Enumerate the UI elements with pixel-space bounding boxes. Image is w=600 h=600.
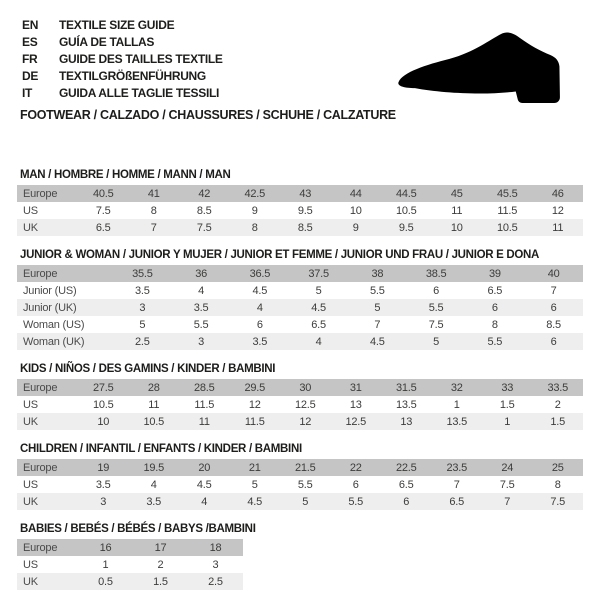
size-cell: 1.5 xyxy=(499,398,515,411)
size-cell: 4.5 xyxy=(196,478,212,491)
size-cell: 12.5 xyxy=(345,415,367,428)
size-cell: 19.5 xyxy=(143,461,165,474)
size-section xyxy=(17,249,583,350)
size-cell: 1.5 xyxy=(153,575,168,588)
size-cell: 2 xyxy=(554,398,561,411)
table-row xyxy=(17,539,243,556)
size-cell: 7.5 xyxy=(499,478,515,491)
size-cell: 37.5 xyxy=(308,267,329,280)
size-cell: 4.5 xyxy=(247,495,263,508)
table-row xyxy=(17,282,583,299)
size-cell: 3 xyxy=(212,558,219,571)
size-section xyxy=(17,523,583,590)
size-cell: 6.5 xyxy=(487,284,503,297)
size-cell: 8.5 xyxy=(546,318,561,331)
size-cell: 2.5 xyxy=(135,335,150,348)
table-row xyxy=(17,573,243,590)
table-row xyxy=(17,379,583,396)
size-cell: 10.5 xyxy=(143,415,165,428)
row-label-cell: Junior (UK) xyxy=(23,301,77,314)
size-cell: 6 xyxy=(352,478,359,491)
size-cell: 9.5 xyxy=(398,221,414,234)
size-cell: 7 xyxy=(453,478,460,491)
size-cell: 0.5 xyxy=(98,575,113,588)
size-cell: 13 xyxy=(349,398,362,411)
size-cell: 6 xyxy=(256,318,263,331)
size-cell: 38 xyxy=(371,267,384,280)
size-cell: 5 xyxy=(315,284,322,297)
size-cell: 3 xyxy=(198,335,205,348)
language-code: DE xyxy=(22,68,39,83)
size-cell: 1 xyxy=(453,398,460,411)
size-cell: 39 xyxy=(488,267,501,280)
size-cell: 2 xyxy=(157,558,164,571)
size-cell: 22.5 xyxy=(395,461,417,474)
size-cell: 38.5 xyxy=(425,267,447,280)
size-cell: 11 xyxy=(198,415,210,428)
size-cell: 6.5 xyxy=(95,221,111,234)
row-label-cell: Europe xyxy=(23,381,58,394)
size-cell: 5.5 xyxy=(193,318,209,331)
size-cell: 31 xyxy=(349,381,362,394)
size-cell: 7 xyxy=(504,495,511,508)
size-cell: 1 xyxy=(102,558,109,571)
category-line: FOOTWEAR / CALZADO / CHAUSSURES / SCHUHE / CALZATURE xyxy=(20,108,396,122)
size-cell: 12 xyxy=(299,415,312,428)
table-row xyxy=(17,476,583,493)
dress-shoe-icon xyxy=(390,28,582,105)
size-cell: 36 xyxy=(195,267,208,280)
row-label-cell: Woman (UK) xyxy=(23,335,85,348)
table-row xyxy=(17,413,583,430)
size-cell: 40.5 xyxy=(92,187,114,200)
language-code: FR xyxy=(22,51,38,66)
size-cell: 5 xyxy=(139,318,146,331)
size-cell: 3 xyxy=(100,495,107,508)
size-cell: 4 xyxy=(150,478,157,491)
size-cell: 11.5 xyxy=(244,415,265,428)
size-cell: 43 xyxy=(299,187,312,200)
size-cell: 5 xyxy=(374,301,381,314)
size-table xyxy=(17,265,583,350)
row-label-cell: Europe xyxy=(23,461,58,474)
size-cell: 25 xyxy=(551,461,564,474)
size-cell: 45 xyxy=(450,187,463,200)
size-cell: 5.5 xyxy=(487,335,503,348)
table-row xyxy=(17,556,243,573)
size-section xyxy=(17,169,583,236)
size-cell: 24 xyxy=(501,461,514,474)
size-cell: 7.5 xyxy=(196,221,212,234)
language-row xyxy=(22,67,223,84)
language-row xyxy=(22,33,223,50)
table-row xyxy=(17,299,583,316)
row-label-cell: Europe xyxy=(23,267,58,280)
size-cell: 12 xyxy=(248,398,261,411)
size-cell: 11.5 xyxy=(194,398,215,411)
size-cell: 42.5 xyxy=(244,187,266,200)
language-row xyxy=(22,84,223,101)
size-cell: 8.5 xyxy=(297,221,313,234)
size-cell: 21 xyxy=(248,461,261,474)
section-title: KIDS / NIÑOS / DES GAMINS / KINDER / BAMBINI xyxy=(20,363,276,375)
sections-container xyxy=(17,169,583,590)
size-cell: 3.5 xyxy=(146,495,162,508)
size-cell: 23.5 xyxy=(446,461,468,474)
size-table xyxy=(17,539,243,590)
size-cell: 1.5 xyxy=(550,415,566,428)
row-label-cell: UK xyxy=(23,221,38,234)
size-cell: 4.5 xyxy=(252,284,268,297)
row-label-cell: Europe xyxy=(23,187,58,200)
language-label: TEXTILGRÖßENFÜHRUNG xyxy=(59,68,206,83)
size-cell: 4 xyxy=(256,301,263,314)
section-title: MAN / HOMBRE / HOMME / MANN / MAN xyxy=(20,169,231,181)
size-cell: 9 xyxy=(352,221,359,234)
size-cell: 31.5 xyxy=(395,381,417,394)
size-cell: 11.5 xyxy=(497,204,518,217)
section-title: JUNIOR & WOMAN / JUNIOR Y MUJER / JUNIOR ET FEMME / JUNIOR UND FRAU / JUNIOR E DONA xyxy=(20,249,540,261)
size-cell: 10 xyxy=(349,204,362,217)
row-label-cell: US xyxy=(23,558,38,571)
size-cell: 5 xyxy=(251,478,258,491)
size-cell: 45.5 xyxy=(496,187,518,200)
size-cell: 41 xyxy=(147,187,160,200)
section-title: CHILDREN / INFANTIL / ENFANTS / KINDER / BAMBINI xyxy=(20,443,302,455)
size-cell: 29.5 xyxy=(244,381,266,394)
size-cell: 6 xyxy=(550,301,557,314)
table-row xyxy=(17,493,583,510)
size-cell: 3.5 xyxy=(193,301,209,314)
size-cell: 5.5 xyxy=(348,495,364,508)
size-cell: 6.5 xyxy=(311,318,326,331)
table-row xyxy=(17,185,583,202)
size-cell: 6.5 xyxy=(449,495,465,508)
language-row xyxy=(22,16,223,33)
size-cell: 11 xyxy=(148,398,160,411)
size-cell: 3 xyxy=(139,301,146,314)
size-cell: 4 xyxy=(198,284,205,297)
language-code: IT xyxy=(22,85,33,100)
row-label-cell: UK xyxy=(23,575,38,588)
size-cell: 2.5 xyxy=(208,575,223,588)
table-row xyxy=(17,333,583,350)
size-cell: 11 xyxy=(451,204,463,217)
size-cell: 11 xyxy=(552,221,564,234)
size-cell: 4 xyxy=(315,335,322,348)
language-label: GUÍA DE TALLAS xyxy=(59,34,155,49)
language-code: EN xyxy=(22,17,39,32)
size-section xyxy=(17,443,583,510)
language-label: GUIDE DES TAILLES TEXTILE xyxy=(59,51,223,66)
size-cell: 10.5 xyxy=(395,204,417,217)
size-cell: 36.5 xyxy=(249,267,271,280)
size-cell: 4.5 xyxy=(311,301,326,314)
size-cell: 19 xyxy=(97,461,110,474)
size-cell: 5.5 xyxy=(297,478,313,491)
size-cell: 9 xyxy=(251,204,258,217)
row-label-cell: US xyxy=(23,398,38,411)
size-cell: 8 xyxy=(251,221,258,234)
size-cell: 44 xyxy=(349,187,362,200)
size-cell: 10.5 xyxy=(92,398,114,411)
size-cell: 33 xyxy=(501,381,514,394)
size-cell: 5.5 xyxy=(428,301,444,314)
size-cell: 7 xyxy=(550,284,557,297)
table-row xyxy=(17,316,583,333)
size-table xyxy=(17,459,583,510)
size-cell: 3.5 xyxy=(135,284,150,297)
size-cell: 5 xyxy=(302,495,309,508)
size-cell: 10 xyxy=(450,221,463,234)
size-cell: 6 xyxy=(550,335,557,348)
size-cell: 35.5 xyxy=(132,267,153,280)
size-cell: 13 xyxy=(400,415,413,428)
size-cell: 5.5 xyxy=(370,284,385,297)
language-label: TEXTILE SIZE GUIDE xyxy=(59,17,175,32)
table-row xyxy=(17,459,583,476)
table-row xyxy=(17,219,583,236)
size-cell: 27.5 xyxy=(92,381,114,394)
language-label: GUIDA ALLE TAGLIE TESSILI xyxy=(59,85,220,100)
row-label-cell: Woman (US) xyxy=(23,318,85,331)
size-cell: 6.5 xyxy=(398,478,414,491)
size-cell: 30 xyxy=(299,381,312,394)
size-cell: 13.5 xyxy=(446,415,468,428)
row-label-cell: UK xyxy=(23,495,38,508)
size-cell: 28.5 xyxy=(193,381,215,394)
size-cell: 3.5 xyxy=(95,478,111,491)
size-cell: 6 xyxy=(403,495,410,508)
language-row xyxy=(22,50,223,67)
size-cell: 46 xyxy=(551,187,564,200)
size-cell: 40 xyxy=(547,267,560,280)
size-cell: 7.5 xyxy=(550,495,566,508)
size-cell: 18 xyxy=(209,541,222,554)
row-label-cell: UK xyxy=(23,415,38,428)
size-cell: 7 xyxy=(150,221,157,234)
size-cell: 12 xyxy=(551,204,564,217)
size-cell: 10.5 xyxy=(496,221,518,234)
table-row xyxy=(17,396,583,413)
size-cell: 4 xyxy=(201,495,208,508)
row-label-cell: US xyxy=(23,204,38,217)
size-cell: 7.5 xyxy=(95,204,111,217)
size-cell: 1 xyxy=(504,415,511,428)
size-cell: 8.5 xyxy=(196,204,212,217)
size-cell: 33.5 xyxy=(547,381,569,394)
size-cell: 32 xyxy=(450,381,463,394)
size-cell: 21.5 xyxy=(294,461,316,474)
size-cell: 16 xyxy=(99,541,112,554)
size-cell: 12.5 xyxy=(294,398,316,411)
size-cell: 3.5 xyxy=(252,335,268,348)
table-row xyxy=(17,265,583,282)
size-cell: 22 xyxy=(349,461,362,474)
table-row xyxy=(17,202,583,219)
size-section xyxy=(17,363,583,430)
size-cell: 8 xyxy=(150,204,157,217)
size-table xyxy=(17,185,583,236)
size-cell: 8 xyxy=(491,318,498,331)
size-cell: 44.5 xyxy=(395,187,417,200)
size-cell: 20 xyxy=(198,461,211,474)
size-cell: 9.5 xyxy=(297,204,313,217)
size-cell: 17 xyxy=(154,541,167,554)
section-title: BABIES / BEBÉS / BÉBÉS / BABYS /BAMBINI xyxy=(20,523,256,535)
size-table xyxy=(17,379,583,430)
size-cell: 6 xyxy=(433,284,440,297)
size-cell: 7 xyxy=(374,318,381,331)
row-label-cell: Europe xyxy=(23,541,58,554)
size-cell: 8 xyxy=(554,478,561,491)
row-label-cell: Junior (US) xyxy=(23,284,77,297)
size-cell: 6 xyxy=(491,301,498,314)
size-cell: 7.5 xyxy=(428,318,444,331)
size-cell: 28 xyxy=(147,381,160,394)
size-cell: 4.5 xyxy=(370,335,385,348)
language-list xyxy=(22,16,223,101)
size-cell: 42 xyxy=(198,187,211,200)
size-cell: 10 xyxy=(97,415,110,428)
row-label-cell: US xyxy=(23,478,38,491)
language-code: ES xyxy=(22,34,38,49)
size-cell: 5 xyxy=(433,335,440,348)
size-cell: 13.5 xyxy=(395,398,417,411)
